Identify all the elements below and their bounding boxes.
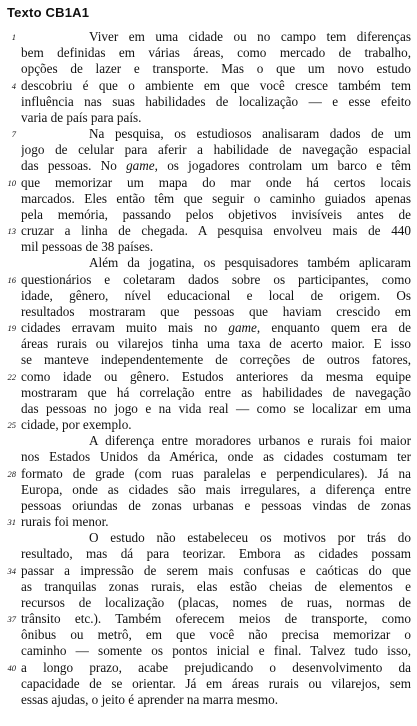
text-line [0,239,417,255]
line-text: pessoas oriundas de zonas urbanas e pessoas vindas de zonas [21,497,411,513]
line-text: recursos de localização (placas, nomes de ruas, normas de [21,594,411,610]
line-text: marcados. Eles então têm que seguir o caminho guiados apenas [21,190,411,206]
text-line [0,401,417,417]
line-text: Viver em uma cidade ou no campo tem diferenças [89,29,411,44]
line-text: jogo de celular para aferir a habilidade de navegação espacial [21,142,411,158]
line-text: nos Estados Unidos da América, onde as cidades costumam ter [21,449,411,465]
text-line [0,692,417,708]
line-text: mil pessoas de 38 países. [21,239,154,255]
text-line [0,352,417,368]
line-text: varia de país para país. [21,109,142,125]
line-text: mostraram que há correlação entre as habilidades de navegação [21,384,411,400]
text-line [0,288,417,304]
line-number: 16 [7,274,16,285]
text-line [0,530,417,546]
line-text: que memorizar um mapa do mar onde há certos locais [21,174,411,190]
text-line [0,595,417,611]
text-line [0,546,417,562]
text-title: Texto CB1A1 [7,5,90,20]
text-line [0,336,417,352]
line-text: Europa, onde as cidades são mais irregulares, a diferença entre [21,481,411,497]
line-text: formato de grade (com ruas paralelas e perpendiculares). Já na [21,465,411,481]
text-line [0,579,417,595]
text-line [0,272,417,288]
text-line [0,433,417,449]
line-text: passar a impressão de serem mais confusas e caóticas do que [21,562,411,578]
line-text: cidades erravam muito mais no game, enquanto quem era de [21,320,411,336]
line-number: 1 [11,32,16,42]
line-text: A diferença entre moradores urbanos e rurais foi maior [89,433,411,449]
text-line [0,449,417,465]
text-line [0,126,417,142]
text-line [0,417,417,433]
line-text: essas ajudas, o jeito é aprender na marra mesmo. [21,691,279,707]
text-line [0,643,417,659]
line-text: áreas rurais ou vilarejos tinha uma taxa de acerto maior. E isso [21,336,411,352]
line-number: 31 [7,517,16,528]
text-line [0,142,417,158]
line-text: cruzar a linha de chegada. A pesquisa envolveu mais de 440 [21,223,411,239]
line-number: 10 [7,177,16,188]
line-text: ônibus ou metrô, em que você não precisa memorizar o [21,627,411,643]
text-line [0,61,417,77]
text-line [0,191,417,207]
line-number: 7 [11,129,16,140]
text-line [0,110,417,126]
text-line [0,207,417,223]
text-line [0,514,417,530]
line-text: opções de lazer e transporte. Mas o que um novo estudo [21,61,411,77]
line-text: das pessoas no jogo e na vida real — como se localizar em uma [21,400,411,416]
text-line [0,223,417,239]
text-line [0,482,417,498]
line-text: trânsito etc.). Também oferecem meios de transporte, como [21,611,411,627]
line-number: 34 [7,565,16,576]
line-text: rurais foi menor. [21,514,109,530]
line-text: capacidade de se orientar. Já em áreas rurais ou vilarejos, sem [21,675,411,691]
text-line [0,498,417,514]
line-text: O estudo não estabeleceu os motivos por trás do [89,530,411,546]
text-line [0,255,417,271]
text-line [0,385,417,401]
line-text: pela memória, passando pelos objetivos invisíveis antes de [21,206,411,222]
line-text: a longo prazo, acabe prejudicando o desenvolvimento da [21,659,411,675]
text-line [0,29,417,45]
text-line [0,676,417,692]
line-text: bem definidas em várias áreas, como mercado de trabalho, [21,45,411,61]
line-number: 22 [7,371,16,382]
line-text: como idade ou gênero. Estudos anteriores da mesma equipe [21,368,411,384]
line-number: 40 [7,662,16,673]
text-line [0,45,417,61]
line-number: 25 [7,420,16,431]
text-line [0,78,417,94]
text-line [0,304,417,320]
line-text: caminho — somente os pontos inicial e final. Talvez tudo isso, [21,643,411,659]
text-line [0,158,417,174]
text-line [0,320,417,336]
line-text: Além da jogatina, os pesquisadores também aplicaram [89,255,411,271]
line-text: resultados mostraram que pessoas que haviam crescido em [21,303,411,319]
text-line [0,466,417,482]
line-text: as tranquilas zonas rurais, elas estão cheias de elementos e [21,578,411,594]
text-line [0,175,417,191]
line-text: idade, gênero, nível educacional e local de origem. Os [21,287,411,303]
line-number: 28 [7,468,16,479]
text-line [0,563,417,579]
line-text: resultado, mas dá para teorizar. Embora as cidades possam [21,546,411,562]
line-text: Na pesquisa, os estudiosos analisaram dados de um [89,126,411,142]
line-text: influência nas suas habilidades de localização — e esse efeito [21,93,411,109]
line-number: 37 [7,614,16,625]
text-line [0,94,417,110]
line-text: se manteve independentemente de correções de outros fatores, [21,352,411,368]
text-line [0,611,417,627]
line-text: descobriu é que o ambiente em que você cresce também tem [21,77,411,93]
line-number: 13 [7,226,16,237]
line-text: questionários e coletaram dados sobre os participantes, como [21,271,411,287]
line-text: das pessoas. No game, os jogadores controlam um barco e têm [21,158,411,174]
text-line [0,627,417,643]
line-number: 4 [11,80,16,91]
line-number: 19 [7,323,16,334]
text-line [0,369,417,385]
line-text: cidade, por exemplo. [21,417,132,433]
text-line [0,660,417,676]
